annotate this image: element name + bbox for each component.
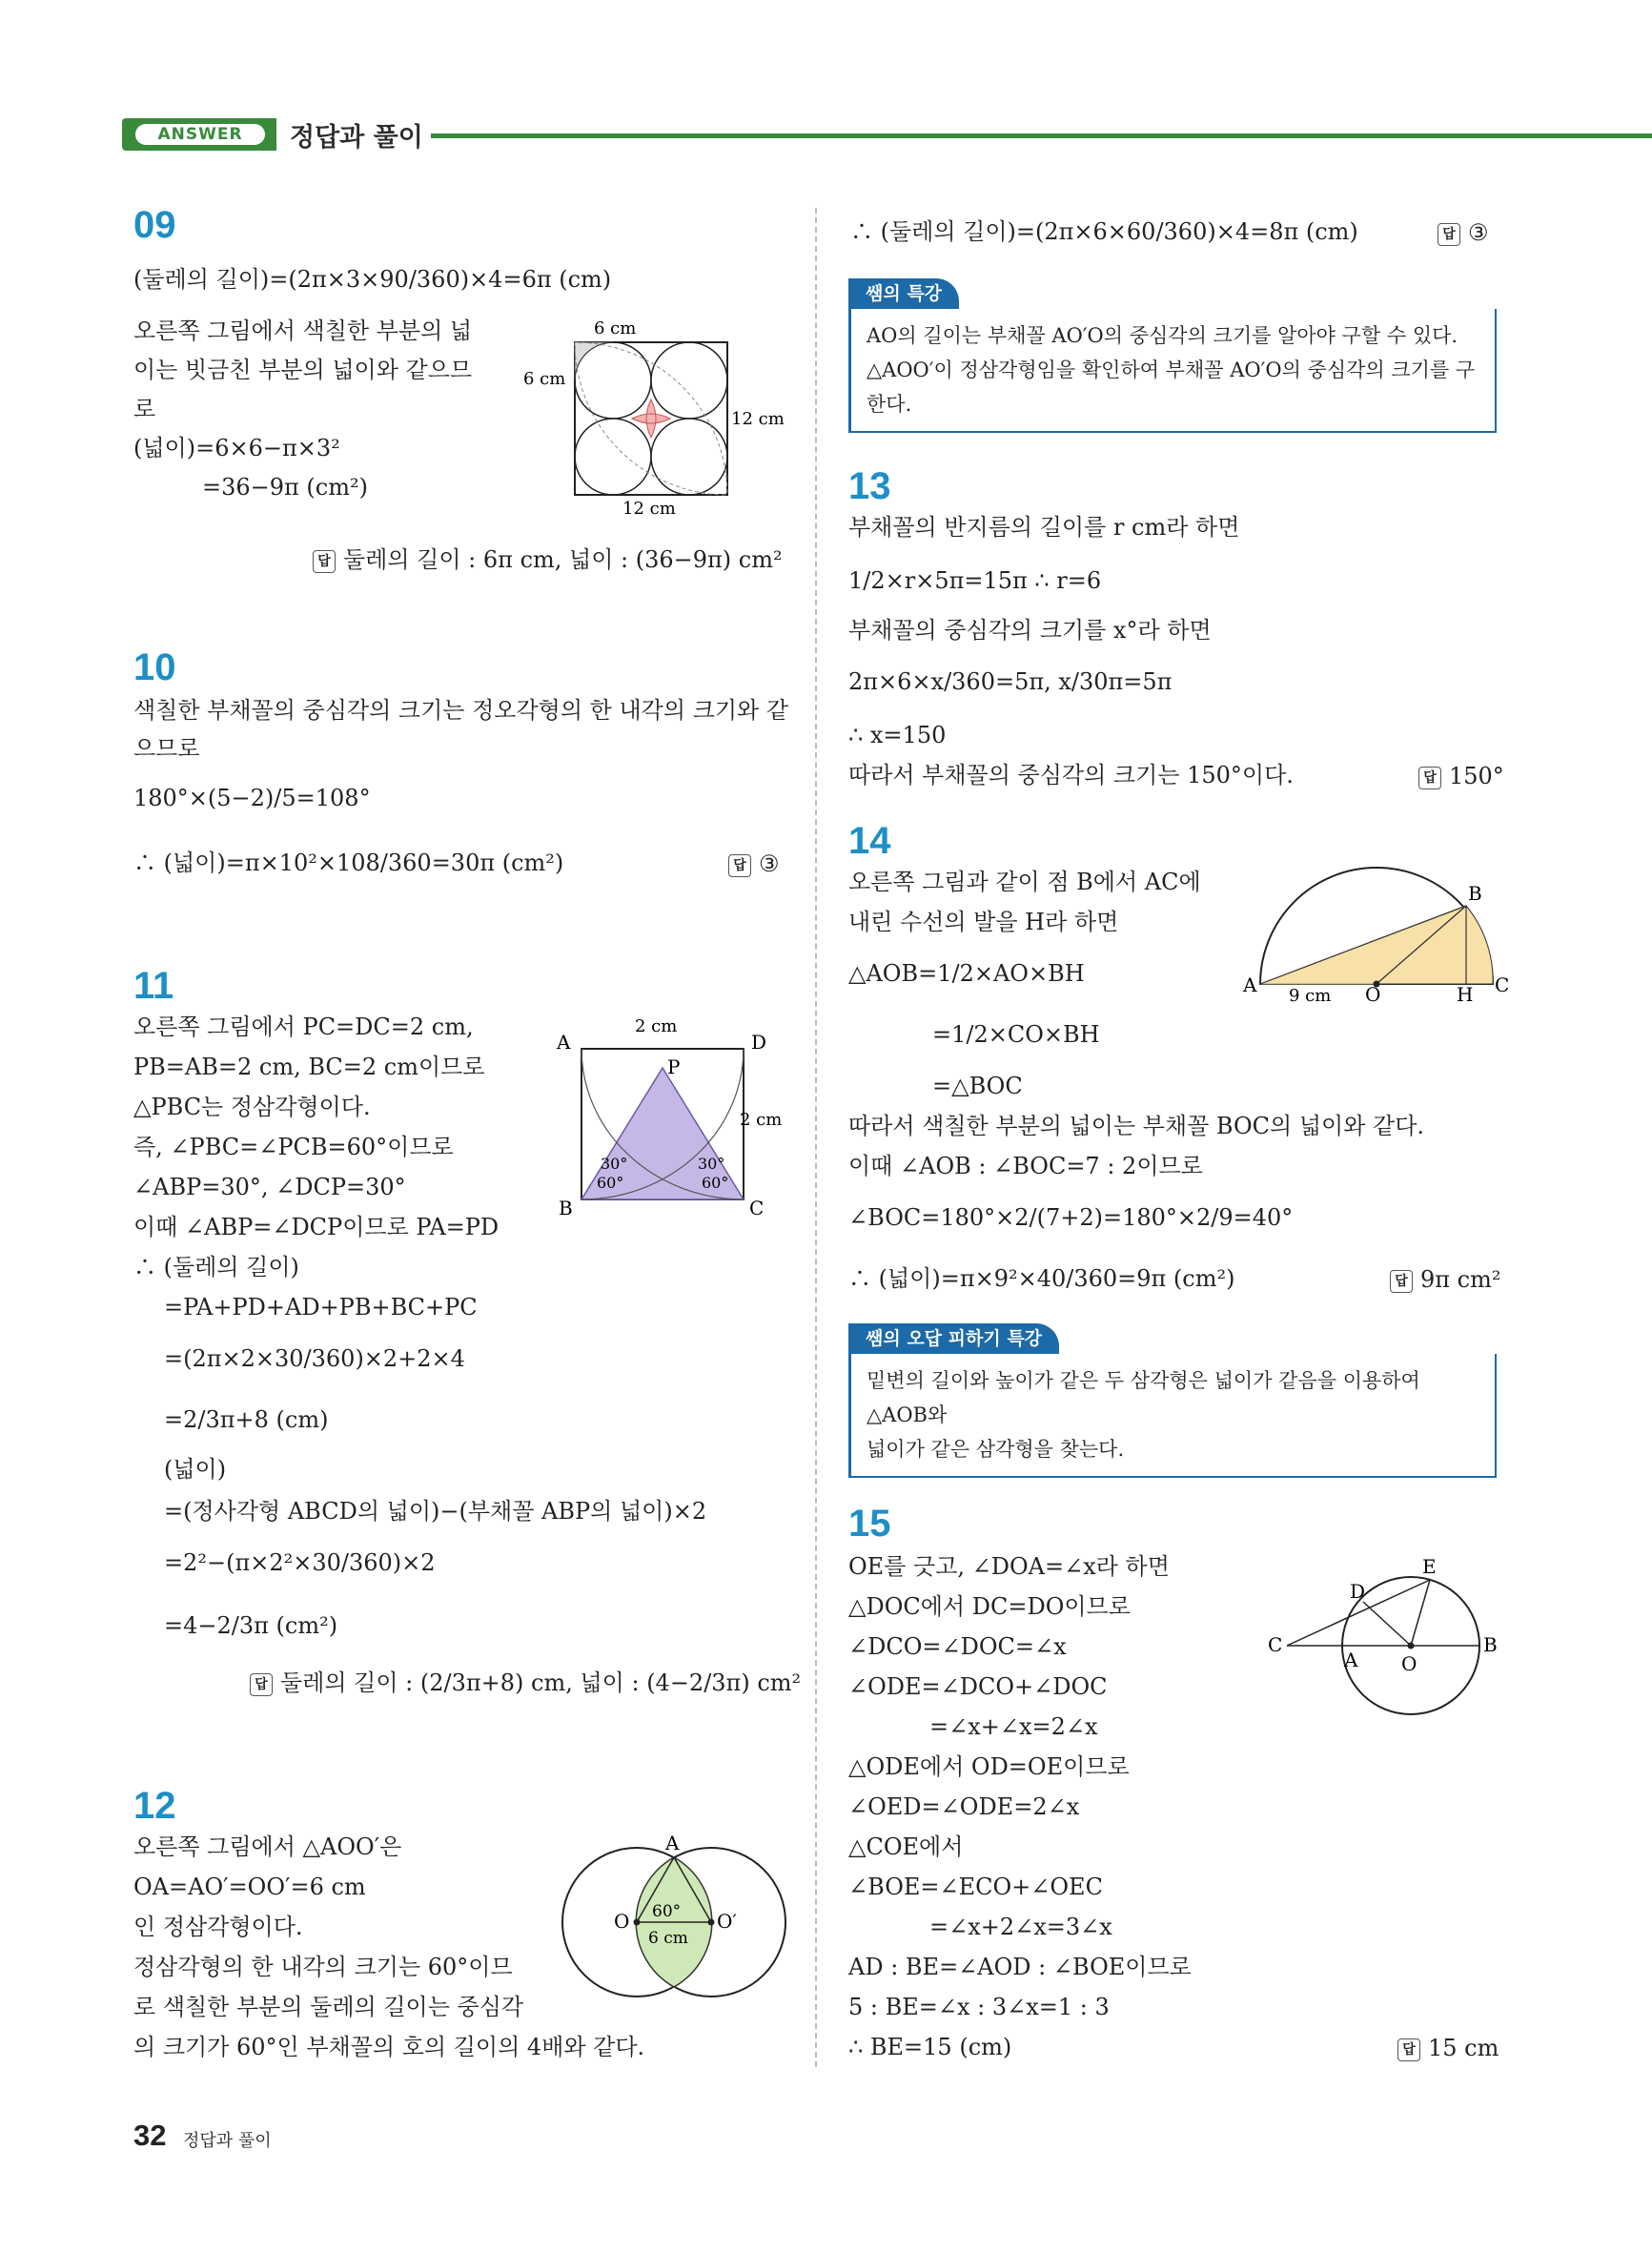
p11-line: =4−2/3π (cm²) [164,1612,338,1639]
p13-answer [1418,763,1504,789]
problem-14-number: 14 [848,820,891,862]
p15-line: △DOC에서 DC=DO이므로 [848,1593,1131,1620]
p15-line: 5 : BE=∠x : 3∠x=1 : 3 [848,1994,1110,2020]
p14-tip-line: 넓이가 같은 삼각형을 찾는다. [867,1438,1125,1461]
p12-cont: ∴ (둘레의 길이)=(2π×6×60/360)×4=8π (cm) [850,218,1358,245]
p09-answer-text: 둘레의 길이 : 6π cm, 넓이 : (36−9π) cm² [343,546,783,573]
p11-line: =(2π×2×30/360)×2+2×4 [164,1345,465,1372]
p09-line: 이는 빗금친 부분의 넓이와 같으므 [133,357,473,383]
p12-tip-title: 쌤의 특강 [848,278,959,309]
answer-mark-icon: 답 [250,1673,273,1696]
p09-line: 오른쪽 그림에서 색칠한 부분의 넓 [133,317,473,344]
p13-line: 부채꼴의 반지름의 길이를 r cm라 하면 [848,514,1240,541]
p13-answer-text: 150° [1449,763,1504,789]
p09-answer [313,541,783,574]
p15-line: =∠x+∠x=2∠x [929,1713,1098,1740]
p11-line: ∠ABP=30°, ∠DCP=30° [133,1174,406,1200]
p12-answer [1438,219,1489,246]
p11-fig-a60l: 60° [597,1174,624,1192]
p12-fig-A: A [665,1832,680,1854]
p15-fig-D: D [1350,1580,1366,1603]
p14-fig-H: H [1457,983,1474,1006]
p11-line: PB=AB=2 cm, BC=2 cm이므로 [133,1054,485,1080]
p11-line: 이때 ∠ABP=∠DCP이므로 PA=PD [133,1214,500,1240]
p15-line: ∠DCO=∠DOC=∠x [848,1633,1067,1660]
p14-line: 이때 ∠AOB : ∠BOC=7 : 2이므로 [848,1153,1203,1179]
p14-line: ∴ (넓이)=π×9²×40/360=9π (cm²) [848,1265,1235,1292]
p11-line: 즉, ∠PBC=∠PCB=60°이므로 [133,1134,454,1160]
p12-line: OA=AO′=OO′=6 cm [133,1874,366,1900]
p12-line: 정삼각형의 한 내각의 크기는 60°이므 [133,1954,513,1980]
problem-11-number: 11 [133,965,174,1007]
p14-line: =1/2×CO×BH [932,1021,1100,1048]
p14-tip-line: 밑변의 길이와 높이가 같은 두 삼각형은 넓이가 같음을 이용하여 △AOB와 [867,1369,1420,1426]
p15-answer [1397,2035,1499,2061]
p14-fig-len: 9 cm [1289,986,1332,1006]
p11-figure [553,1011,801,1220]
answer-badge [122,118,276,151]
p12-tip-box [848,309,1497,433]
footer-label: 정답과 풀이 [183,2131,272,2151]
p09-line: 로 [133,396,156,422]
p15-fig-E: E [1422,1555,1437,1578]
problem-09-number: 09 [133,204,176,246]
p11-line: △PBC는 정삼각형이다. [133,1094,371,1120]
p12-line: 로 색칠한 부분의 둘레의 길이는 중심각 [133,1994,524,2020]
p15-answer-text: 15 cm [1428,2035,1499,2061]
p15-line: ∠ODE=∠DCO+∠DOC [848,1673,1108,1700]
p11-line: 오른쪽 그림에서 PC=DC=2 cm, [133,1014,474,1040]
p10-answer-text: ③ [759,850,780,877]
p14-fig-C: C [1495,973,1510,996]
p14-line: 따라서 색칠한 부분의 넓이는 부채꼴 BOC의 넓이와 같다. [848,1113,1425,1139]
p15-figure [1258,1554,1506,1726]
p11-line: =2/3π+8 (cm) [164,1406,329,1433]
p09-line: (둘레의 길이)=(2π×3×90/360)×4=6π (cm) [133,266,612,293]
page-number: 32 [133,2119,167,2152]
p11-line: =2²−(π×2²×30/360)×2 [164,1549,436,1576]
answer-mark-icon: 답 [1438,223,1460,246]
p12-figure [553,1831,801,2002]
p15-line: ∠OED=∠ODE=2∠x [848,1793,1080,1820]
p12-line: 오른쪽 그림에서 △AOO′은 [133,1833,402,1860]
p11-fig-B: B [559,1197,573,1219]
problem-12-number: 12 [133,1785,176,1827]
p10-answer [728,850,780,877]
p09-figure [520,310,796,520]
p10-line: ∴ (넓이)=π×10²×108/360=30π (cm²) [133,850,564,876]
answer-badge-label: ANSWER [135,124,265,145]
p09-line: =36−9π (cm²) [202,474,368,501]
answer-mark-icon: 답 [728,854,751,877]
p12-tip-line: △AOO′이 정삼각형임을 확인하여 부채꼴 AO′O의 중심각의 크기를 구한다. [867,358,1476,416]
p11-line: ∴ (둘레의 길이) [133,1254,299,1280]
p14-line: =△BOC [932,1073,1023,1099]
p13-line: 부채꼴의 중심각의 크기를 x°라 하면 [848,617,1212,644]
p14-fig-B: B [1468,882,1482,905]
p12-line: 인 정삼각형이다. [133,1914,303,1940]
p12-fig-len: 6 cm [648,1929,688,1948]
p14-answer [1390,1266,1501,1293]
p15-line: =∠x+2∠x=3∠x [929,1914,1112,1940]
p12-answer-text: ③ [1468,219,1489,246]
p14-fig-A: A [1243,973,1257,996]
p13-line: 2π×6×x/360=5π, x/30π=5π [848,668,1173,695]
answer-mark-icon: 답 [313,550,336,573]
p14-line: 내린 수선의 발을 H라 하면 [848,909,1119,935]
problem-10-number: 10 [133,646,176,688]
p13-line: ∴ x=150 [848,722,947,748]
p13-line: 따라서 부채꼴의 중심각의 크기는 150°이다. [848,762,1294,789]
p15-line: ∴ BE=15 (cm) [848,2034,1012,2060]
p15-line: ∠BOE=∠ECO+∠OEC [848,1874,1103,1900]
p11-fig-right: 2 cm [740,1110,783,1130]
p15-line: △COE에서 [848,1833,964,1860]
header-rule [431,133,1652,138]
p09-fig-bottom: 12 cm [622,499,676,519]
p11-fig-top: 2 cm [635,1016,678,1036]
p12-fig-ang: 60° [652,1902,682,1921]
p11-fig-a30l: 30° [601,1155,628,1173]
p15-fig-C: C [1268,1633,1283,1656]
p12-line: 의 크기가 60°인 부채꼴의 호의 길이의 4배와 같다. [133,2034,645,2060]
p15-fig-B: B [1483,1633,1498,1656]
p14-line: △AOB=1/2×AO×BH [848,960,1085,987]
answer-mark-icon: 답 [1418,767,1441,789]
problem-15-number: 15 [848,1503,891,1545]
p15-line: △ODE에서 OD=OE이므로 [848,1753,1130,1780]
p14-tip-box [848,1354,1497,1478]
p10-line: 180°×(5−2)/5=108° [133,785,371,811]
p09-fig-top: 6 cm [594,318,637,338]
p11-answer [250,1664,801,1697]
p14-figure [1239,858,1516,1011]
p12-tip [848,278,1497,433]
p11-fig-P: P [667,1055,681,1078]
p11-line: =PA+PD+AD+PB+BC+PC [164,1294,478,1321]
p15-line: AD : BE=∠AOD : ∠BOE이므로 [848,1954,1192,1980]
header-title: 정답과 풀이 [290,123,423,153]
p12-fig-O: O [614,1910,630,1933]
p09-fig-right: 12 cm [731,409,785,429]
p09-line: (넓이)=6×6−π×3² [133,435,340,461]
p11-line: =(정사각형 ABCD의 넓이)−(부채꼴 ABP의 넓이)×2 [164,1498,707,1525]
answer-mark-icon: 답 [1397,2038,1420,2061]
problem-13-number: 13 [848,465,891,507]
p11-fig-a60r: 60° [702,1174,729,1192]
column-divider [815,208,817,2067]
p13-line: 1/2×r×5π=15π ∴ r=6 [848,567,1102,594]
p15-fig-A: A [1344,1649,1358,1671]
p11-fig-C: C [749,1197,765,1219]
p14-line: ∠BOC=180°×2/(7+2)=180°×2/9=40° [848,1204,1294,1231]
p12-tip-line: AO의 길이는 부채꼴 AO′O의 중심각의 크기를 알아야 구할 수 있다. [867,324,1458,347]
answer-mark-icon: 답 [1390,1270,1413,1293]
p12-fig-O2: O′ [717,1910,737,1933]
p11-answer-text: 둘레의 길이 : (2/3π+8) cm, 넓이 : (4−2/3π) cm² [280,1669,802,1696]
p11-fig-D: D [751,1031,767,1054]
p09-fig-left: 6 cm [523,369,566,389]
p15-line: OE를 긋고, ∠DOA=∠x라 하면 [848,1553,1170,1580]
p11-line: (넓이) [164,1456,227,1483]
p15-fig-O: O [1401,1652,1417,1675]
p14-answer-text: 9π cm² [1420,1266,1501,1293]
p11-fig-A: A [557,1031,571,1054]
p10-line: 으므로 [133,735,200,762]
p10-line: 색칠한 부채꼴의 중심각의 크기는 정오각형의 한 내각의 크기와 같 [133,697,788,724]
p14-tip [848,1323,1497,1478]
p14-line: 오른쪽 그림과 같이 점 B에서 AC에 [848,869,1201,895]
p11-fig-a30r: 30° [698,1155,725,1173]
p14-fig-O: O [1365,983,1381,1006]
p14-tip-title: 쌤의 오답 피하기 특강 [848,1323,1059,1354]
